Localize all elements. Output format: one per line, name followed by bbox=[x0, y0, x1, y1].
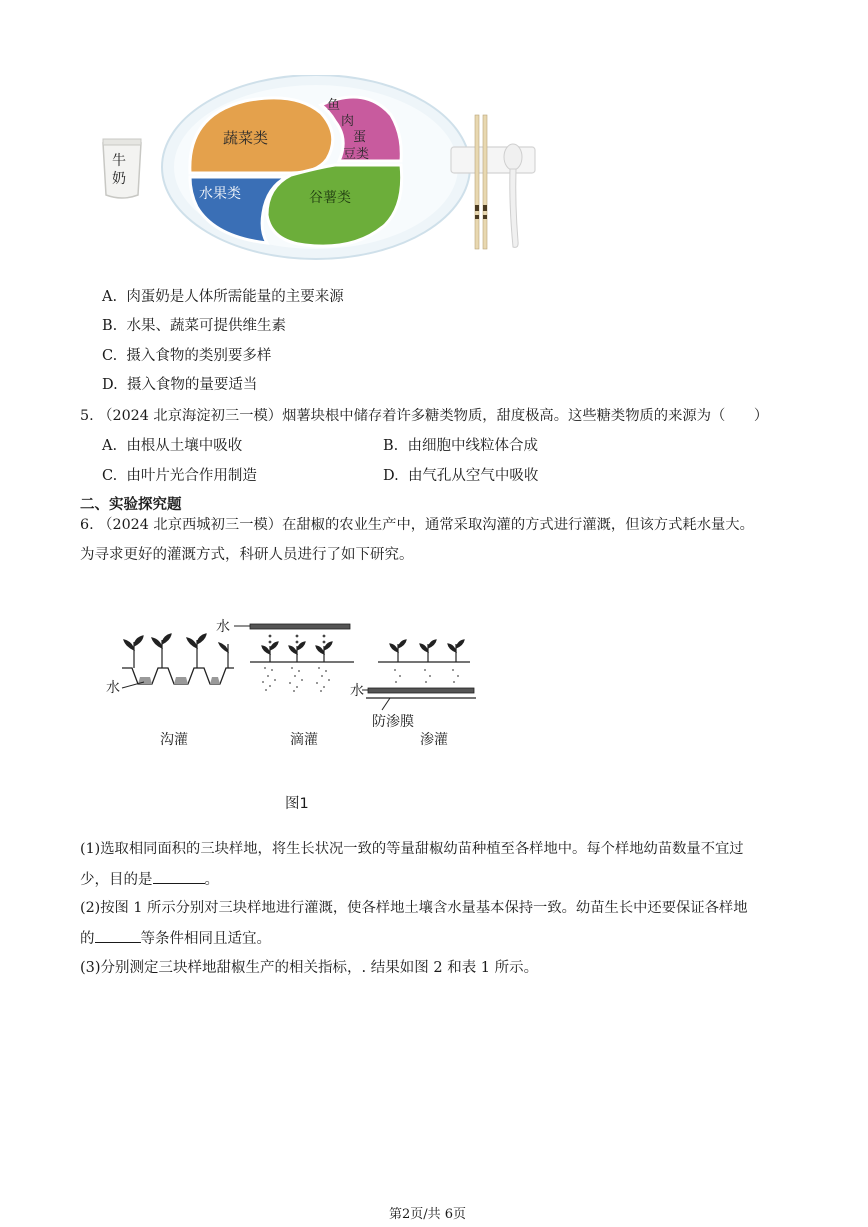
membrane-label: 防渗膜 bbox=[372, 714, 414, 730]
q5-option-a: A. 由根从土壤中吸收 bbox=[102, 438, 243, 454]
q5-option-b: B. 由细胞中线粒体合成 bbox=[383, 438, 538, 454]
irrigation-figure bbox=[100, 610, 490, 760]
q4-option-a: A. 肉蛋奶是人体所需能量的主要来源 bbox=[102, 289, 344, 305]
q5-option-c: C. 由叶片光合作用制造 bbox=[102, 468, 257, 484]
q5-stem: 5. （2024 北京海淀初三一模）烟薯块根中储存着许多糖类物质，甜度极高。这些糖类物质的来源为（ ） bbox=[80, 408, 769, 424]
q5-option-d: D. 由气孔从空气中吸收 bbox=[383, 468, 539, 484]
q4-option-d: D. 摄入食物的量要适当 bbox=[102, 377, 258, 393]
label-egg: 蛋 bbox=[353, 130, 367, 145]
section-title: 二、实验探究题 bbox=[80, 496, 182, 513]
furrow-water-label: 水 bbox=[106, 680, 120, 696]
label-fruits: 水果类 bbox=[199, 186, 241, 202]
furrow-irrigation-diagram bbox=[122, 634, 234, 688]
answer-blank-1[interactable] bbox=[153, 869, 205, 884]
food-plate-figure bbox=[95, 75, 555, 275]
page-footer: 第2页/共 6页 bbox=[389, 1207, 467, 1222]
figure1-caption: 图1 bbox=[285, 796, 309, 812]
milk-label-2: 奶 bbox=[112, 171, 126, 187]
q6-sub1-line1: (1)选取相同面积的三块样地，将生长状况一致的等量甜椒幼苗种植至各样地中。每个样地幼苗数量不宜过 bbox=[80, 841, 744, 857]
milk-label-1: 牛 bbox=[112, 153, 126, 169]
label-grains: 谷薯类 bbox=[309, 190, 351, 206]
label-furrow: 沟灌 bbox=[160, 732, 188, 748]
drip-water-label: 水 bbox=[216, 619, 230, 635]
q6-stem-line2: 为寻求更好的灌溉方式，科研人员进行了如下研究。 bbox=[80, 547, 414, 563]
seepage-water-label: 水 bbox=[350, 683, 364, 699]
q4-option-b: B. 水果、蔬菜可提供维生素 bbox=[102, 318, 286, 334]
seepage-irrigation-diagram bbox=[362, 640, 476, 710]
q6-sub1-line2: 少，目的是 。 bbox=[80, 869, 219, 890]
q6-sub3: (3)分别测定三块样地甜椒生产的相关指标，. 结果如图 2 和表 1 所示。 bbox=[80, 960, 539, 976]
label-vegetables: 蔬菜类 bbox=[223, 129, 269, 147]
q6-stem-line1: 6. （2024 北京西城初三一模）在甜椒的农业生产中，通常采取沟灌的方式进行灌溉，但该方式耗水量大。 bbox=[80, 517, 754, 533]
label-drip: 滴灌 bbox=[290, 732, 318, 748]
drip-irrigation-diagram bbox=[234, 624, 354, 692]
q6-sub2-line2: 的 等条件相同且适宜。 bbox=[80, 928, 271, 949]
label-fish: 鱼 bbox=[327, 98, 341, 113]
label-beans: 豆类 bbox=[343, 147, 370, 162]
q6-sub2-line1: (2)按图 1 所示分别对三块样地进行灌溉，使各样地土壤含水量基本保持一致。幼苗生长中还要保证各样地 bbox=[80, 900, 748, 916]
label-seepage: 渗灌 bbox=[420, 732, 448, 748]
answer-blank-2[interactable] bbox=[95, 928, 141, 943]
label-meat: 肉 bbox=[341, 114, 355, 129]
q4-option-c: C. 摄入食物的类别要多样 bbox=[102, 348, 272, 364]
